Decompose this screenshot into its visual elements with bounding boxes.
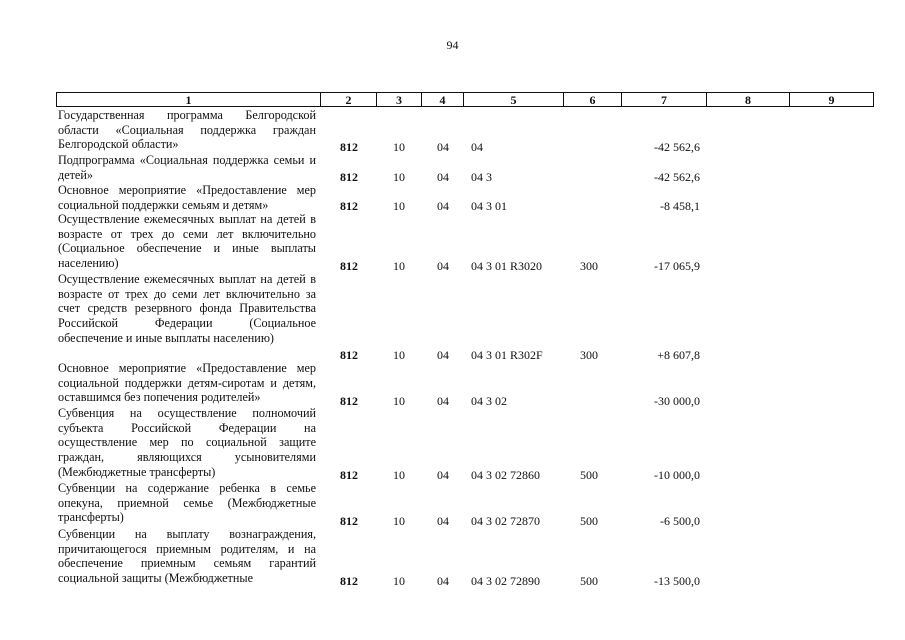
header-col-2: 2 <box>321 92 377 107</box>
row-amount: +8 607,8 <box>657 348 700 362</box>
row-name: Субвенции на содержание ребенка в семье опекуна, приемной семье (Межбюджетные трансферты) <box>58 481 316 525</box>
row-section: 10 <box>393 170 405 184</box>
row-target-article: 04 <box>471 140 483 154</box>
row-ved: 812 <box>340 199 358 213</box>
row-ved: 812 <box>340 259 358 273</box>
row-amount: -17 065,9 <box>654 259 700 273</box>
row-section: 10 <box>393 514 405 528</box>
row-expense-type: 300 <box>580 348 598 362</box>
row-expense-type: 500 <box>580 574 598 588</box>
row-subsection: 04 <box>437 348 449 362</box>
header-col-5: 5 <box>464 92 564 107</box>
page-number: 94 <box>446 38 459 52</box>
row-name: Основное мероприятие «Предоставление мер социальной поддержки семьям и детям» <box>58 183 316 212</box>
row-name: Субвенция на осуществление полномочий субъекта Российской Федерации на осуществление мер по социальной защите граждан, являющихся усыновителями (Межбюджетные трансферты) <box>58 406 316 479</box>
row-amount: -42 562,6 <box>654 170 700 184</box>
header-col-4: 4 <box>422 92 464 107</box>
row-ved: 812 <box>340 574 358 588</box>
row-ved: 812 <box>340 394 358 408</box>
row-target-article: 04 3 02 72860 <box>471 468 540 482</box>
row-name: Осуществление ежемесячных выплат на детей в возрасте от трех до семи лет включительно за счет средств резервного фонда Правительства Российской Федерации (Социальное обеспечение и иные выплаты населению) <box>58 272 316 345</box>
row-amount: -13 500,0 <box>654 574 700 588</box>
row-subsection: 04 <box>437 140 449 154</box>
row-target-article: 04 3 02 <box>471 394 507 408</box>
header-col-1: 1 <box>56 92 321 107</box>
row-expense-type: 300 <box>580 259 598 273</box>
row-name: Подпрограмма «Социальная поддержка семьи и детей» <box>58 153 316 182</box>
row-subsection: 04 <box>437 394 449 408</box>
row-amount: -8 458,1 <box>660 199 700 213</box>
row-section: 10 <box>393 394 405 408</box>
row-subsection: 04 <box>437 199 449 213</box>
row-amount: -10 000,0 <box>654 468 700 482</box>
row-ved: 812 <box>340 514 358 528</box>
row-subsection: 04 <box>437 468 449 482</box>
row-target-article: 04 3 01 <box>471 199 507 213</box>
row-ved: 812 <box>340 170 358 184</box>
row-section: 10 <box>393 348 405 362</box>
row-section: 10 <box>393 140 405 154</box>
row-target-article: 04 3 01 R3020 <box>471 259 543 273</box>
row-amount: -42 562,6 <box>654 140 700 154</box>
row-name: Осуществление ежемесячных выплат на детей в возрасте от трех до семи лет включительно (Социальное обеспечение и иные выплаты населению) <box>58 212 316 271</box>
header-col-3: 3 <box>377 92 422 107</box>
row-subsection: 04 <box>437 574 449 588</box>
header-col-9: 9 <box>790 92 874 107</box>
row-ved: 812 <box>340 348 358 362</box>
row-target-article: 04 3 02 72870 <box>471 514 540 528</box>
row-amount: -6 500,0 <box>660 514 700 528</box>
header-col-8: 8 <box>707 92 790 107</box>
row-section: 10 <box>393 259 405 273</box>
row-expense-type: 500 <box>580 468 598 482</box>
row-ved: 812 <box>340 140 358 154</box>
row-subsection: 04 <box>437 170 449 184</box>
header-col-7: 7 <box>622 92 707 107</box>
row-subsection: 04 <box>437 259 449 273</box>
row-target-article: 04 3 02 72890 <box>471 574 540 588</box>
row-section: 10 <box>393 468 405 482</box>
row-target-article: 04 3 <box>471 170 492 184</box>
row-ved: 812 <box>340 468 358 482</box>
row-name: Субвенции на выплату вознаграждения, причитающегося приемным родителям, и на обеспечение приемным семьям гарантий социальной защиты (Межбюджетные <box>58 527 316 586</box>
row-section: 10 <box>393 199 405 213</box>
row-section: 10 <box>393 574 405 588</box>
row-name: Основное мероприятие «Предоставление мер социальной поддержки детям-сиротам и детям, оставшимся без попечения родителей» <box>58 361 316 405</box>
row-amount: -30 000,0 <box>654 394 700 408</box>
row-target-article: 04 3 01 R302F <box>471 348 543 362</box>
row-expense-type: 500 <box>580 514 598 528</box>
row-subsection: 04 <box>437 514 449 528</box>
row-name: Государственная программа Белгородской области «Социальная поддержка граждан Белгородской области» <box>58 108 316 152</box>
header-col-6: 6 <box>564 92 622 107</box>
